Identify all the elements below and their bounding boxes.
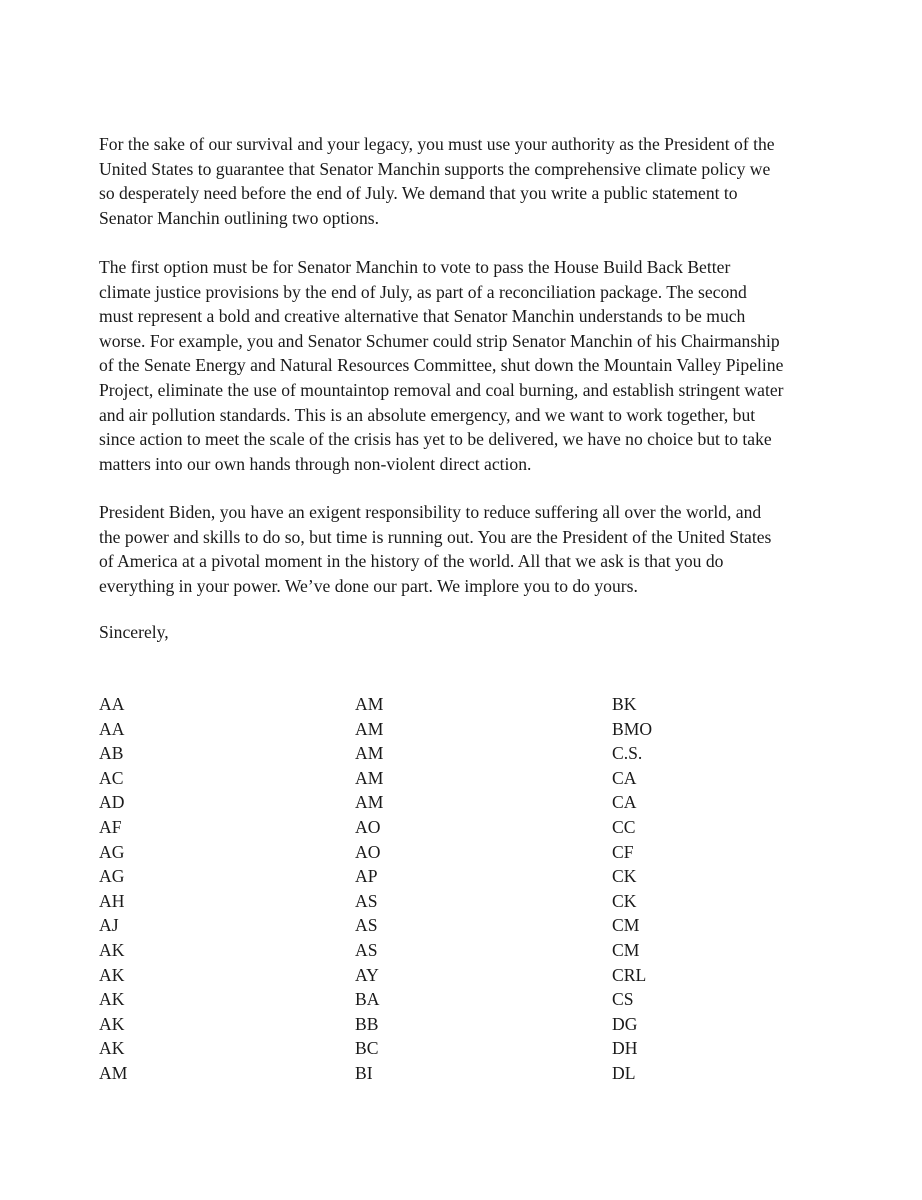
signature-initials: AA (99, 718, 125, 739)
signature-initials: AY (355, 964, 379, 985)
signature-initials: AJ (99, 915, 119, 936)
signature-initials: AK (99, 964, 125, 985)
signature-initials: AS (355, 890, 378, 911)
signature-initials: BK (612, 694, 637, 714)
signature-column-3 (612, 692, 652, 1086)
signature-initials: BMO (612, 718, 653, 739)
signature-initials: AG (99, 841, 125, 862)
signature-initials: AG (99, 866, 125, 887)
signature-initials: AH (99, 890, 125, 911)
signature-initials: CS (612, 989, 634, 1010)
signature-initials: AM (355, 694, 384, 714)
signature-initials: BI (355, 1062, 373, 1083)
signature-initials: AK (99, 1013, 125, 1034)
signature-column-2 (355, 692, 383, 1086)
signature-initials: AM (355, 743, 384, 764)
signature-initials: AP (355, 866, 378, 887)
signature-initials: AK (99, 1038, 125, 1059)
signature-column-1 (99, 692, 127, 1086)
signature-initials: AD (99, 792, 125, 813)
signature-initials: CK (612, 890, 637, 911)
signature-initials: DG (612, 1013, 638, 1034)
signature-initials: AK (99, 989, 125, 1010)
signature-initials: AM (99, 1062, 128, 1083)
signature-initials: AO (355, 816, 381, 837)
signature-initials: AB (99, 743, 124, 764)
signature-initials: AM (355, 767, 384, 788)
signature-initials: AS (355, 939, 378, 960)
signature-initials: AM (355, 718, 384, 739)
signature-initials: AF (99, 816, 122, 837)
paragraph-survival-legacy: For the sake of our survival and your legacy, you must use your authority as the President of the United States to guarantee that Senator Manchin supports the comprehensive climate policy we so desperately need before the end of July. We demand that you write a public statement to Senator Manchin outlining two options. (99, 134, 775, 228)
signature-initials: CA (612, 792, 637, 813)
signature-initials: AC (99, 767, 124, 788)
signature-initials: CRL (612, 964, 647, 985)
paragraph-exigent-responsibility: President Biden, you have an exigent responsibility to reduce suffering all over the world, and the power and skills to do so, but time is running out. You are the President of the United States of America at a pivotal moment in the history of the world. All that we ask is that you do everything in your power. We’ve done our part. We implore you to do yours. (99, 502, 772, 596)
signature-initials: DH (612, 1038, 638, 1059)
signature-initials: BB (355, 1013, 379, 1034)
signature-initials: CA (612, 767, 637, 788)
closing-salutation: Sincerely, (99, 622, 169, 642)
signature-initials: CK (612, 866, 637, 887)
signature-initials: C.S. (612, 743, 643, 764)
signature-initials: AO (355, 841, 381, 862)
signature-initials: BC (355, 1038, 379, 1059)
signature-initials: AS (355, 915, 378, 936)
signature-initials: AK (99, 939, 125, 960)
signature-initials: AA (99, 694, 125, 714)
signature-initials: AM (355, 792, 384, 813)
signature-initials: CF (612, 841, 634, 862)
paragraph-two-options: The first option must be for Senator Manchin to vote to pass the House Build Back Better climate justice provisions by the end of July, as part of a reconciliation package. The second must represent a bold and creative alternative that Senator Manchin understands to be much worse. For example, you and Senator Schumer could strip Senator Manchin of his Chairmanship of the Senate Energy and Natural Resources Committee, shut down the Mountain Valley Pipeline Project, eliminate the use of mountaintop removal and coal burning, and establish stringent water and air pollution standards. This is an absolute emergency, and we want to work together, but since action to meet the scale of the crisis has yet to be delivered, we have no choice but to take matters into our own hands through non-violent direct action. (99, 257, 784, 474)
signature-initials: CM (612, 939, 640, 960)
signature-initials: CC (612, 816, 636, 837)
signature-initials: DL (612, 1062, 636, 1083)
signature-initials: BA (355, 989, 380, 1010)
signature-initials: CM (612, 915, 640, 936)
